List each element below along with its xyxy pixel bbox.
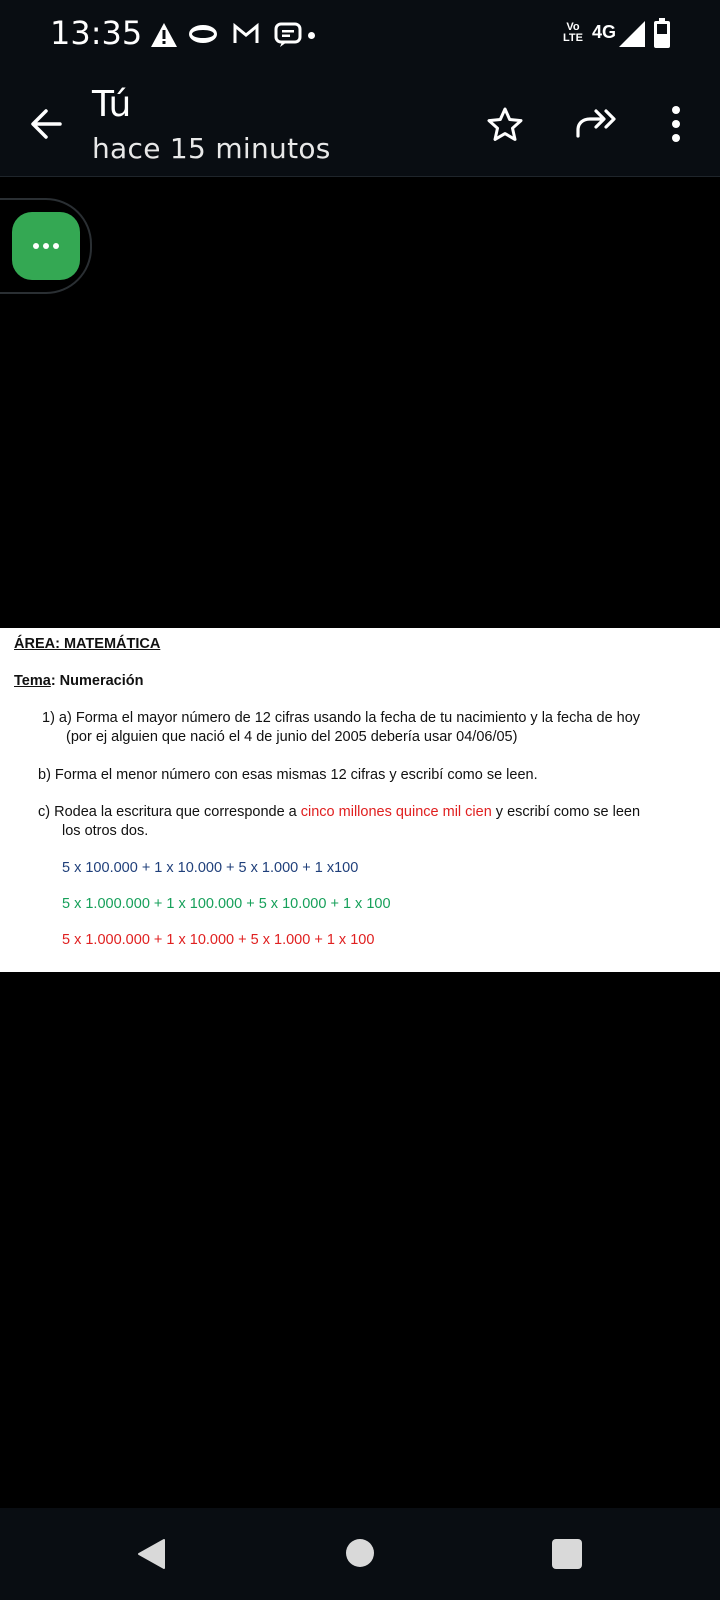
ellipsis-dot-icon xyxy=(33,243,39,249)
dot-icon xyxy=(308,32,315,39)
app-bar xyxy=(0,72,720,177)
option-2: 5 x 1.000.000 + 1 x 100.000 + 5 x 10.000 + 1 x 100 xyxy=(62,896,391,912)
nav-back-icon[interactable] xyxy=(136,1538,166,1570)
nav-home-icon[interactable] xyxy=(346,1539,374,1567)
ellipsis-dot-icon xyxy=(53,243,59,249)
timestamp: hace 15 minutos xyxy=(92,132,331,165)
question-c-suffix: y escribí como se leen xyxy=(491,804,641,820)
question-c-line2: los otros dos. xyxy=(62,823,149,839)
floating-chat-bubble[interactable] xyxy=(12,212,80,280)
worksheet-image[interactable] xyxy=(0,628,720,972)
question-c-highlight: cinco millones quince mil cien xyxy=(300,804,492,820)
status-bar xyxy=(0,0,720,72)
question-1a-line1: 1) a) Forma el mayor número de 12 cifras usando la fecha de tu nacimiento y la fecha de hoy xyxy=(42,710,641,726)
question-c-line1 xyxy=(38,804,640,820)
question-c-prefix: c) Rodea la escritura que corresponde a xyxy=(38,804,301,820)
navigation-bar xyxy=(0,1508,720,1600)
star-icon[interactable] xyxy=(486,106,524,142)
option-3: 5 x 1.000.000 + 1 x 10.000 + 5 x 1.000 + 1 x 100 xyxy=(62,932,375,948)
question-b: b) Forma el menor número con esas mismas 12 cifras y escribí como se leen. xyxy=(38,767,538,783)
more-options-icon[interactable] xyxy=(668,104,684,144)
volte-indicator: Vo LTE xyxy=(563,21,583,44)
ellipsis-dot-icon xyxy=(43,243,49,249)
topic-value: : Numeración xyxy=(50,673,144,689)
option-1: 5 x 100.000 + 1 x 10.000 + 5 x 1.000 + 1 x100 xyxy=(62,860,359,876)
back-arrow-icon[interactable] xyxy=(28,106,64,142)
network-type: 4G xyxy=(592,22,617,42)
topic-label: Tema xyxy=(14,673,51,689)
eye-icon xyxy=(188,22,218,46)
battery-icon xyxy=(654,18,670,48)
message-icon xyxy=(274,22,302,48)
topic-heading xyxy=(14,673,143,689)
status-time: 13:35 xyxy=(50,14,143,52)
area-heading: ÁREA: MATEMÁTICA xyxy=(14,636,161,652)
nav-recents-icon[interactable] xyxy=(552,1539,582,1569)
signal-icon xyxy=(618,20,646,48)
question-1a-line2: (por ej alguien que nació el 4 de junio del 2005 debería usar 04/06/05) xyxy=(66,729,518,745)
gmail-icon xyxy=(232,22,260,46)
warning-icon xyxy=(150,22,178,48)
forward-icon[interactable] xyxy=(574,108,618,140)
sender-title: Tú xyxy=(92,84,132,125)
